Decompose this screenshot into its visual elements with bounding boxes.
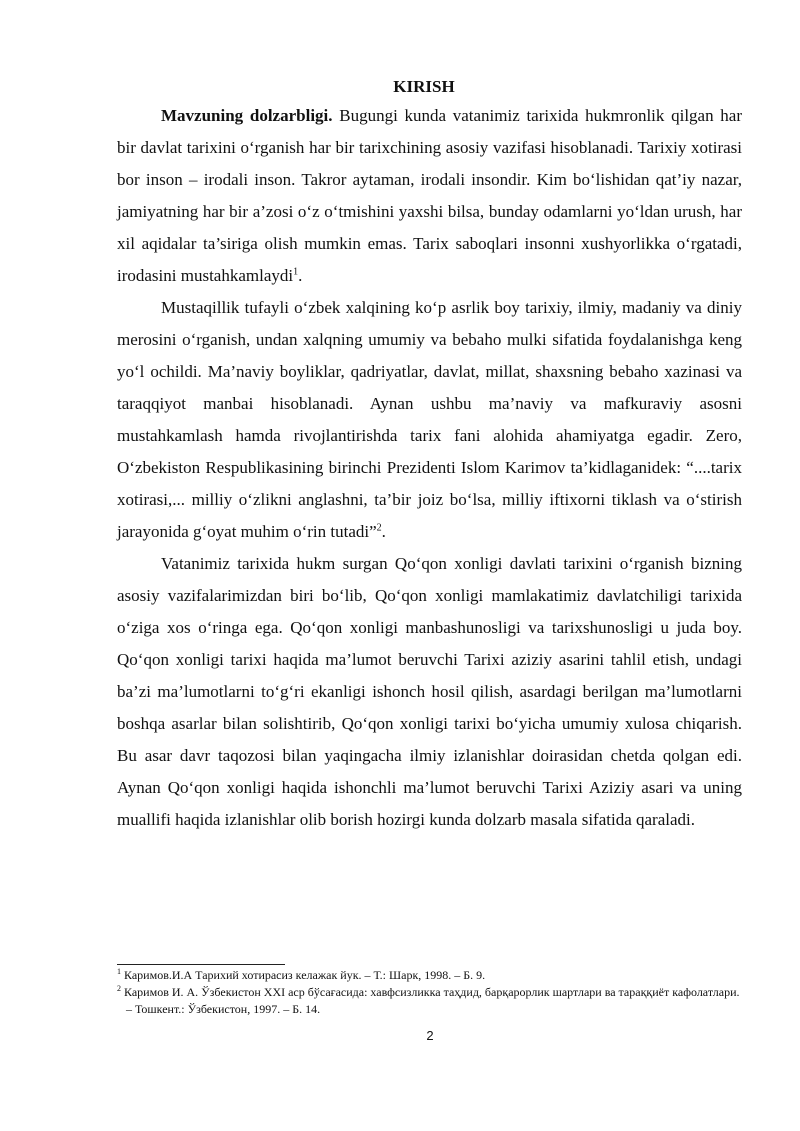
footnote-item xyxy=(117,967,742,984)
footnote-text: Каримов.И.А Тарихий хотирасиз келажак йук. – Т.: Шарк, 1998. – Б. 9. xyxy=(121,968,486,982)
paragraph-end: . xyxy=(381,522,386,541)
paragraph-text: Bugungi kunda vatanimiz tarixida hukmronlik qilgan har bir davlat tarixini o‘rganish har bir tarixchining asosiy vazifasi hisoblanadi. Tarixiy xotirasi bor inson – irodali inson. Takror aytaman, irodali insondir. Kim bo‘lishidan qat’iy nazar, jamiyatning har bir a’zosi o‘z o‘tmishini yaxshi bilsa, bunday odamlarni yo‘ldan urush, har xil aqidalar ta’siriga olish mumkin emas. Tarix saboqlari insonni xushyorlikka o‘rgatadi, irodasini mustahkamlaydi xyxy=(117,106,742,285)
body-text xyxy=(117,100,742,836)
footnote-item xyxy=(117,984,742,1018)
paragraph-relevance xyxy=(117,100,742,292)
section-heading: KIRISH xyxy=(393,77,455,96)
paragraph-end: . xyxy=(298,266,303,285)
footnote-reference[interactable]: 2 xyxy=(376,522,382,534)
paragraph-text: Vatanimiz tarixida hukm surgan Qo‘qon xonligi davlati tarixini o‘rganish bizning asosiy vazifalarimizdan biri bo‘lib, Qo‘qon xonligi mamlakatimiz davlatchiligi tarixida o‘ziga xos o‘ringa ega. Qo‘qon xonligi manbashunosligi va tarixshunosligi u juda boy. Qo‘qon xonligi tarixi haqida ma’lumot beruvchi Tarixi aziziy asarini tahlil etish, undagi ba’zi ma’lumotlarni to‘g‘ri ekanligi ishonch hosil qilish, asardagi berilgan ma’lumotlarni boshqa asarlar bilan solishtirib, Qo‘qon xonligi tarixi bo‘yicha umumiy xulosa chiqarish. Bu asar davr taqozosi bilan yaqingacha ilmiy izlanishlar doirasidan chetda qolgan edi. Aynan Qo‘qon xonligi haqida ishonchli ma’lumot beruvchi Tarixi Aziziy asari va uning muallifi haqida izlanishlar olib borish hozirgi kunda dolzarb masala sifatida qaraladi. xyxy=(117,554,742,829)
paragraph-kokand-khanate xyxy=(117,548,742,836)
footnote-mark: 2 xyxy=(117,984,121,993)
footnote-separator xyxy=(117,964,285,965)
paragraph-lead: Mavzuning dolzarbligi. xyxy=(161,106,333,125)
footnote-mark: 1 xyxy=(117,967,121,976)
footnotes xyxy=(117,967,742,1018)
footnote-reference[interactable]: 1 xyxy=(293,266,299,278)
footnote-text: Каримов И. А. Ўзбекистон XXI аср бўсағасида: хавфсизликка таҳдид, барқарорлик шартлари ва тараққиёт кафолатлари. – Тошкент.: Ўзбекистон, 1997. – Б. 14. xyxy=(121,985,740,1016)
paragraph-independence xyxy=(117,292,742,548)
page-number: 2 xyxy=(426,1028,434,1043)
paragraph-text: Mustaqillik tufayli o‘zbek xalqining ko‘p asrlik boy tarixiy, ilmiy, madaniy va diniy merosini o‘rganish, undan xalqning umumiy va bebaho mulki sifatida foydalanishga keng yo‘l ochildi. Ma’naviy boyliklar, qadriyatlar, davlat, millat, shaxsning bebaho xazinasi va taraqqiyot manbai hisoblanadi. Aynan ushbu ma’naviy va mafkuraviy asosni mustahkamlash hamda rivojlantirishda tarix fani alohida ahamiyatga egadir. Zero, O‘zbekiston Respublikasining birinchi Prezidenti Islom Karimov ta’kidlaganidek: “....tarix xotirasi,... milliy o‘zlikni anglashni, ta’bir joiz bo‘lsa, milliy iftixorni tiklash va o‘stirish jarayonida g‘oyat muhim o‘rin tutadi” xyxy=(117,298,742,541)
